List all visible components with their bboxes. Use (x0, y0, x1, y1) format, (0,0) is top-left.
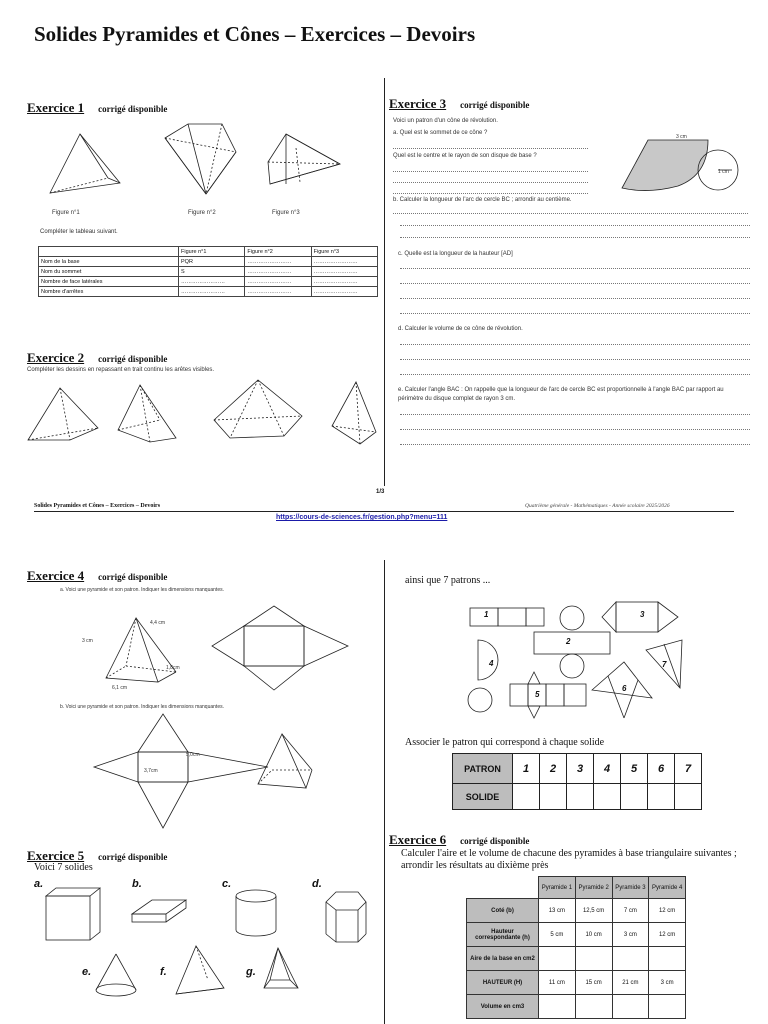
table-header: SOLIDE (453, 784, 513, 810)
ex4-pyramid-b (252, 730, 322, 800)
table-cell: 5 cm (539, 923, 576, 947)
ex4-question-a: a. Voici une pyramide et son patron. Indiquer les dimensions manquantes. (60, 587, 224, 593)
table-cell: Nombre de face latérales (39, 277, 179, 287)
ex5-intro: Voici 7 solides (34, 862, 93, 873)
table-cell: 21 cm (612, 971, 649, 995)
patron-number-3: 3 (640, 610, 645, 619)
patron-number-7: 7 (662, 660, 667, 669)
ex3-question-a: a. Quel est le sommet de ce cône ? (393, 130, 488, 136)
table-cell: 15 cm (575, 971, 612, 995)
table-cell: 7 cm (612, 899, 649, 923)
solid-label-g: g. (246, 966, 256, 978)
answer-line[interactable] (400, 290, 750, 299)
answer-cell[interactable] (539, 947, 576, 971)
table-header: Pyramide 4 (649, 877, 686, 899)
answer-line[interactable] (400, 229, 750, 238)
table-cell: 12,5 cm (575, 899, 612, 923)
ex1-figures (40, 118, 380, 198)
column-divider-bottom (384, 560, 385, 1024)
ex4-dim-1-8cm: 1,8cm (166, 665, 180, 671)
table-corner (467, 877, 539, 899)
table-cell: PQR (179, 257, 245, 267)
table-cell: 12 cm (649, 899, 686, 923)
table-cell[interactable]: …………………… (245, 257, 311, 267)
patron-number-2: 2 (566, 637, 571, 646)
solid-label-d: d. (312, 878, 322, 890)
table-cell (39, 247, 179, 257)
table-row (39, 287, 378, 297)
ex3-intro: Voici un patron d'un cône de révolution. (393, 118, 498, 124)
ex4-dim-3-7cm: 3,7cm (144, 768, 158, 774)
solid-label-c: c. (222, 878, 232, 890)
footer-link[interactable]: https://cours-de-sciences.fr/gestion.php?menu=111 (276, 514, 448, 521)
table-row (467, 923, 686, 947)
table-row (39, 247, 378, 257)
answer-line[interactable] (400, 260, 750, 269)
answer-cell[interactable] (621, 784, 648, 810)
answer-line[interactable] (393, 140, 588, 149)
table-cell: Nombre d'arrêtes (39, 287, 179, 297)
table-cell: Nom du sommet (39, 267, 179, 277)
patron-number-4: 4 (489, 659, 494, 668)
table-row (453, 784, 702, 810)
answer-cell[interactable] (649, 995, 686, 1019)
answer-line[interactable] (393, 174, 588, 183)
table-row (39, 257, 378, 267)
ex6-heading: Exercice 6 corrigé disponible (389, 832, 530, 847)
ex2-instruction: Compléter les dessins en repassant en trait continu les arêtes visibles. (27, 367, 215, 373)
table-cell: 5 (621, 754, 648, 784)
table-row (467, 995, 686, 1019)
answer-cell[interactable] (539, 995, 576, 1019)
table-cell: 2 (540, 754, 567, 784)
row-label: Aire de la base en cm2 (467, 947, 539, 971)
table-row (39, 277, 378, 287)
ex4-dim-6-1cm: 6,1 cm (112, 685, 128, 691)
table-row (467, 947, 686, 971)
answer-cell[interactable] (575, 995, 612, 1019)
table-row (453, 754, 702, 784)
table-cell: 12 cm (649, 923, 686, 947)
answer-line[interactable] (393, 205, 748, 214)
answer-line[interactable] (400, 406, 750, 415)
table-cell[interactable]: …………………… (179, 287, 245, 297)
answer-line[interactable] (393, 185, 588, 194)
answer-line[interactable] (400, 436, 750, 445)
table-cell[interactable]: …………………… (245, 287, 311, 297)
ex5-heading: Exercice 5 corrigé disponible (27, 848, 168, 863)
answer-cell[interactable] (675, 784, 702, 810)
ex3-fig-1cm: 1 cm (718, 169, 729, 175)
answer-cell[interactable] (567, 784, 594, 810)
table-cell: 1 (513, 754, 540, 784)
table-cell[interactable]: …………………… (245, 267, 311, 277)
ex4-net-a (208, 604, 358, 694)
table-cell: 4 (594, 754, 621, 784)
ex1-fig3-label: Figure n°3 (272, 210, 300, 216)
patron-solide-table (452, 753, 702, 810)
row-label: Coté (b) (467, 899, 539, 923)
patron-number-1: 1 (484, 610, 489, 619)
ex1-fig1-label: Figure n°1 (52, 210, 80, 216)
ex6-instruction: Calculer l'aire et le volume de chacune des pyramides à base triangulaire suivantes ; arrondir les résultats au dixième près (401, 848, 737, 871)
page-number: 1/3 (376, 489, 385, 495)
table-cell: 7 (675, 754, 702, 784)
ex6-table (466, 876, 686, 1019)
answer-line[interactable] (400, 421, 750, 430)
table-cell: Figure n°1 (179, 247, 245, 257)
ex4-dim-4-4cm: 4,4 cm (150, 620, 166, 626)
answer-cell[interactable] (612, 947, 649, 971)
ex4-question-b: b. Voici une pyramide et son patron. Indiquer les dimensions manquantes. (60, 704, 224, 710)
ex3-question-d: d. Calculer le volume de ce cône de révolution. (398, 326, 523, 332)
table-cell: Figure n°3 (311, 247, 377, 257)
solid-label-e: e. (82, 966, 92, 978)
answer-cell[interactable] (648, 784, 675, 810)
ex1-instruction: Compléter le tableau suivant. (40, 229, 118, 235)
ex5-solids (40, 884, 380, 1014)
ex4-pyramid-a (96, 612, 196, 692)
patron-number-6: 6 (622, 684, 627, 693)
ex1-fig2-label: Figure n°2 (188, 210, 216, 216)
answer-line[interactable] (400, 366, 750, 375)
row-label: Volume en cm3 (467, 995, 539, 1019)
table-cell: 3 cm (612, 923, 649, 947)
patrons-figures (468, 600, 708, 730)
table-cell[interactable]: …………………… (179, 277, 245, 287)
solid-label-f: f. (160, 966, 167, 978)
column-divider-top (384, 78, 385, 486)
table-header: Pyramide 1 (539, 877, 576, 899)
table-cell: 6 (648, 754, 675, 784)
table-cell[interactable]: …………………… (311, 287, 377, 297)
table-cell: Figure n°2 (245, 247, 311, 257)
answer-cell[interactable] (575, 947, 612, 971)
answer-line[interactable] (400, 217, 750, 226)
ex4-dim-5cm: 5,0cm (186, 752, 200, 758)
patrons-instruction: Associer le patron qui correspond à chaque solide (405, 737, 605, 748)
answer-line[interactable] (400, 275, 750, 284)
ex3-question-b: b. Calculer la longueur de l'arc de cercle BC ; arrondir au centième. (393, 197, 572, 203)
ex3-heading: Exercice 3 corrigé disponible (389, 96, 530, 111)
ex3-question-c: c. Quelle est la longueur de la hauteur [AD] (398, 251, 513, 257)
patrons-intro: ainsi que 7 patrons ... (405, 575, 491, 586)
ex3-fig-3cm: 3 cm (676, 134, 687, 140)
answer-cell[interactable] (594, 784, 621, 810)
answer-line[interactable] (400, 305, 750, 314)
table-cell: 13 cm (539, 899, 576, 923)
answer-cell[interactable] (540, 784, 567, 810)
ex1-table (38, 246, 378, 297)
ex2-figures (20, 380, 380, 450)
ex4-net-b (92, 714, 272, 834)
table-cell[interactable]: …………………… (311, 267, 377, 277)
ex1-heading: Exercice 1 corrigé disponible (27, 100, 168, 115)
table-cell: 11 cm (539, 971, 576, 995)
answer-cell[interactable] (612, 995, 649, 1019)
footer-divider (34, 511, 734, 512)
table-cell[interactable]: …………………… (245, 277, 311, 287)
solid-label-b: b. (132, 878, 142, 890)
table-row (39, 267, 378, 277)
table-cell[interactable]: …………………… (311, 257, 377, 267)
answer-cell[interactable] (649, 947, 686, 971)
ex4-heading: Exercice 4 corrigé disponible (27, 568, 168, 583)
ex3-question-a2: Quel est le centre et le rayon de son disque de base ? (393, 153, 537, 159)
table-cell: 3 cm (649, 971, 686, 995)
answer-cell[interactable] (513, 784, 540, 810)
row-label: Hauteur correspondante (h) (467, 923, 539, 947)
answer-line[interactable] (393, 163, 588, 172)
table-cell: 10 cm (575, 923, 612, 947)
footer-right: Quatrième générale - Mathématiques - Année scolaire 2025/2026 (525, 503, 670, 509)
table-row (467, 899, 686, 923)
table-cell: S (179, 267, 245, 277)
solid-label-a: a. (34, 878, 44, 890)
ex2-heading: Exercice 2 corrigé disponible (27, 350, 168, 365)
table-header: Pyramide 2 (575, 877, 612, 899)
ex3-question-e: e. Calculer l'angle BAC : On rappelle que la longueur de l'arc de cercle BC est proportionnelle à l'angle BAC par rapport au périmètre du disque complet de rayon 3 cm. (398, 387, 724, 402)
patron-number-5: 5 (535, 690, 540, 699)
row-label: HAUTEUR (H) (467, 971, 539, 995)
table-cell: Nom de la base (39, 257, 179, 267)
table-header: PATRON (453, 754, 513, 784)
table-row (467, 877, 686, 899)
table-header: Pyramide 3 (612, 877, 649, 899)
table-cell: 3 (567, 754, 594, 784)
ex4-dim-3cm: 3 cm (82, 638, 93, 644)
answer-line[interactable] (400, 336, 750, 345)
table-row (467, 971, 686, 995)
page-title: Solides Pyramides et Cônes – Exercices – Devoirs (34, 22, 476, 46)
answer-line[interactable] (400, 351, 750, 360)
footer-left: Solides Pyramides et Cônes – Exercices – Devoirs (34, 503, 161, 509)
table-cell[interactable]: …………………… (311, 277, 377, 287)
